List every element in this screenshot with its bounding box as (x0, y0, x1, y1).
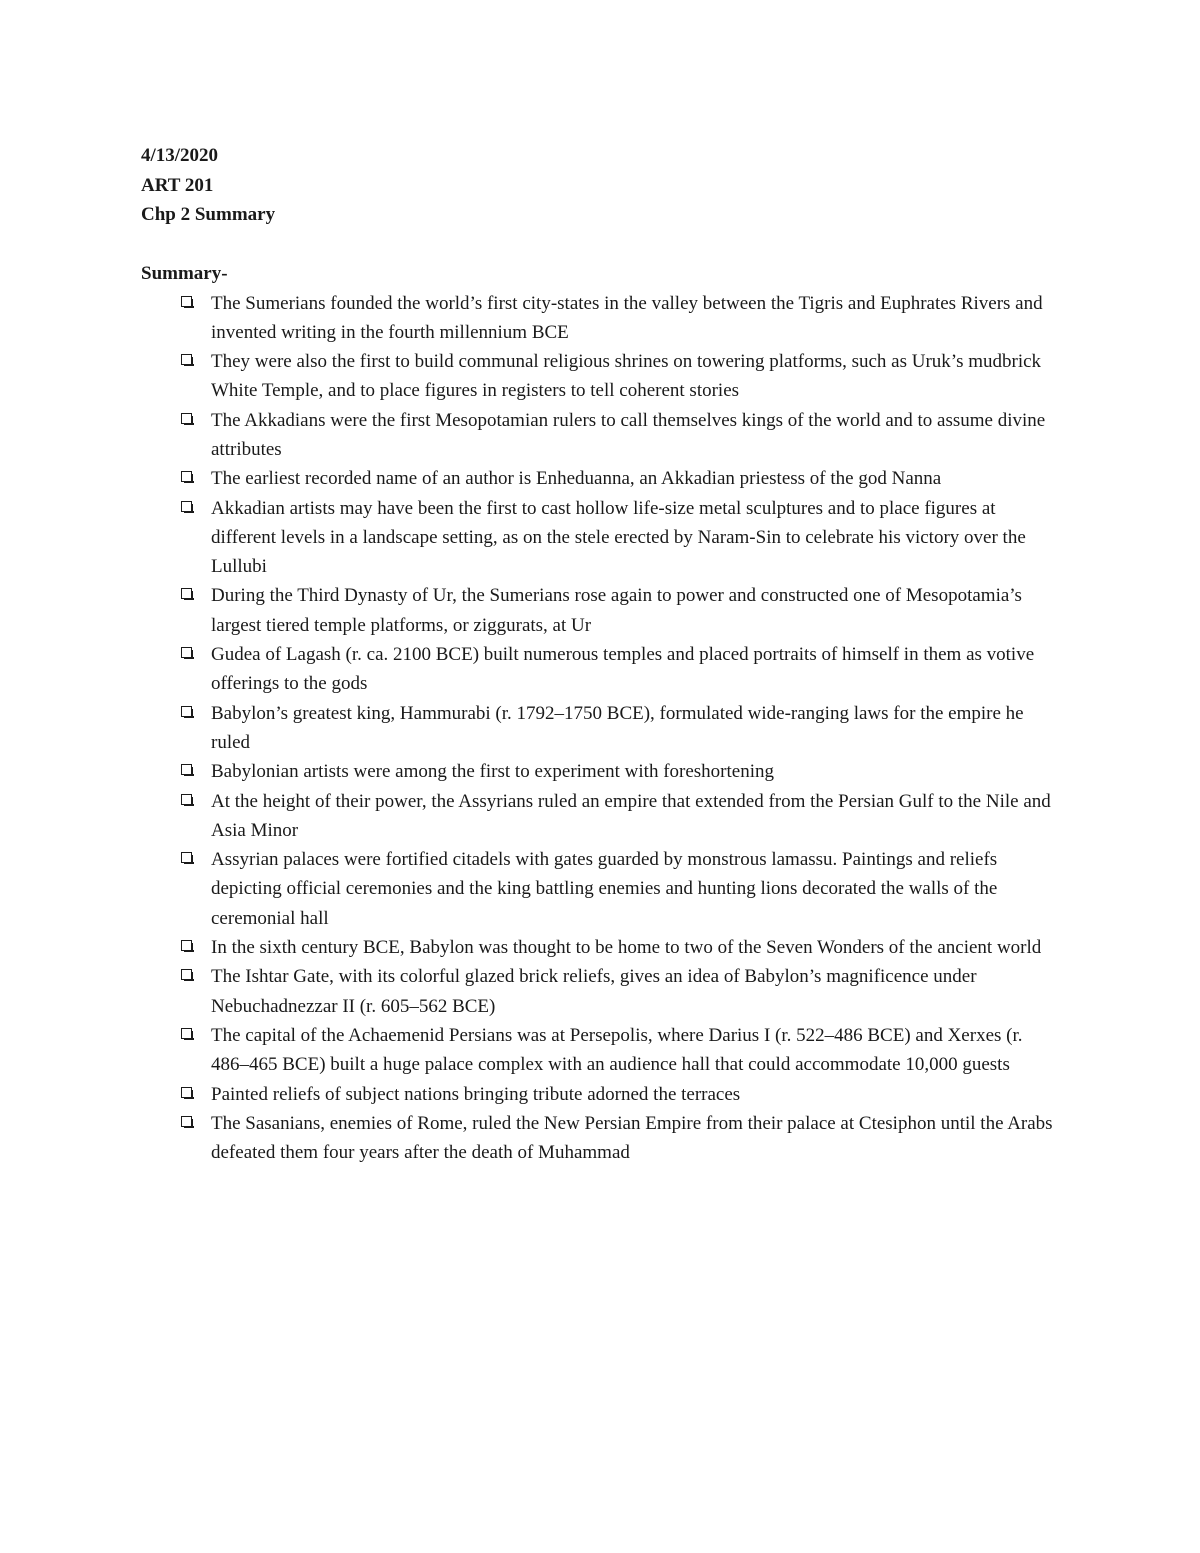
list-item (141, 699, 1061, 758)
list-item-text: The Akkadians were the first Mesopotamian rulers to call themselves kings of the world and to assume divine attributes (211, 409, 1046, 460)
summary-heading: Summary- (141, 263, 228, 284)
title-line: Chp 2 Summary (141, 204, 276, 225)
checkbox-icon (181, 501, 192, 512)
list-item (141, 347, 1061, 406)
list-item (141, 1109, 1061, 1168)
list-item-text: Babylon’s greatest king, Hammurabi (r. 1792–1750 BCE), formulated wide-ranging laws for the empire he ruled (211, 702, 1024, 753)
date-line: 4/13/2020 (141, 145, 219, 166)
list-item (141, 787, 1061, 846)
checkbox-icon (181, 706, 192, 717)
list-item (141, 640, 1061, 699)
list-item-text: The capital of the Achaemenid Persians was at Persepolis, where Darius I (r. 522–486 BCE) and Xerxes (r. 486–465 BCE) built a huge palace complex with an audience hall that could accommodate 10,000 guests (211, 1024, 1023, 1076)
list-item-text: They were also the first to build communal religious shrines on towering platforms, such as Uruk’s mudbrick White Temple, and to place figures in registers to tell coherent stories (211, 351, 1042, 402)
checkbox-icon (181, 413, 192, 424)
list-item-text: Akkadian artists may have been the first to cast hollow life-size metal sculptures and to place figures at different levels in a landscape setting, as on the stele erected by Naram-Sin to celebrate his victory over the Lullubi (211, 497, 1026, 578)
course-line: ART 201 (141, 174, 214, 196)
checkbox-icon (181, 471, 192, 482)
list-item (141, 581, 1061, 640)
checkbox-icon (181, 852, 192, 863)
list-item-text: In the sixth century BCE, Babylon was thought to be home to two of the Seven Wonders of the ancient world (211, 937, 1042, 959)
list-item-text: Babylonian artists were among the first to experiment with foreshortening (211, 761, 774, 783)
list-item (141, 1021, 1061, 1080)
summary-section (141, 259, 1071, 1167)
list-item-text: Painted reliefs of subject nations bringing tribute adorned the terraces (211, 1083, 741, 1105)
list-item (141, 757, 1061, 786)
checkbox-icon (181, 647, 192, 658)
checkbox-icon (181, 764, 192, 775)
checkbox-icon (181, 354, 192, 365)
checkbox-icon (181, 794, 192, 805)
list-item-text: The Sasanians, enemies of Rome, ruled the New Persian Empire from their palace at Ctesiphon until the Arabs defeated them four years after the death of Muhammad (211, 1112, 1053, 1164)
list-item (141, 289, 1061, 348)
list-item (141, 406, 1061, 465)
list-item-text: Gudea of Lagash (r. ca. 2100 BCE) built numerous temples and placed portraits of himself in them as votive offerings to the gods (211, 644, 1035, 695)
document-header (141, 141, 275, 230)
checkbox-icon (181, 1116, 192, 1127)
checkbox-icon (181, 1087, 192, 1098)
list-item (141, 1080, 1061, 1109)
list-item (141, 464, 1061, 493)
summary-list (141, 289, 1071, 1168)
list-item (141, 962, 1061, 1021)
checkbox-icon (181, 1028, 192, 1039)
list-item (141, 494, 1061, 582)
list-item-text: The earliest recorded name of an author is Enheduanna, an Akkadian priestess of the god Nanna (211, 468, 942, 490)
checkbox-icon (181, 969, 192, 980)
checkbox-icon (181, 588, 192, 599)
list-item-text: During the Third Dynasty of Ur, the Sumerians rose again to power and constructed one of Mesopotamia’s largest tiered temple platforms, or ziggurats, at Ur (211, 585, 1022, 636)
list-item (141, 933, 1061, 962)
checkbox-icon (181, 296, 192, 307)
list-item (141, 845, 1061, 933)
list-item-text: Assyrian palaces were fortified citadels with gates guarded by monstrous lamassu. Paintings and reliefs depicting official ceremonies and the king battling enemies and hunting lions decorated the walls of the ceremonial hall (211, 849, 998, 929)
checkbox-icon (181, 940, 192, 951)
list-item-text: The Ishtar Gate, with its colorful glazed brick reliefs, gives an idea of Babylon’s magnificence under Nebuchadnezzar II (r. 605–562 BCE) (211, 966, 977, 1017)
list-item-text: At the height of their power, the Assyrians ruled an empire that extended from the Persian Gulf to the Nile and Asia Minor (211, 790, 1051, 841)
list-item-text: The Sumerians founded the world’s first city-states in the valley between the Tigris and Euphrates Rivers and invented writing in the fourth millennium BCE (211, 292, 1043, 343)
